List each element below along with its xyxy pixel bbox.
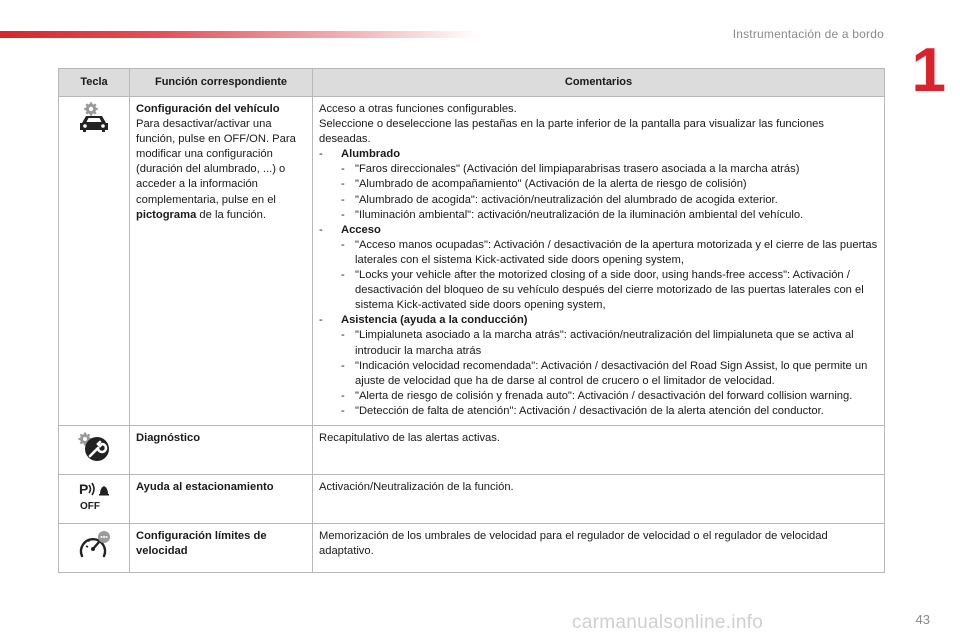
table-header-row [59, 69, 885, 97]
section-title: Instrumentación de a bordo [732, 27, 884, 41]
comment-cell [313, 524, 885, 573]
group-title: Acceso [341, 223, 381, 236]
comment-cell [313, 97, 885, 426]
list-item: - "Acceso manos ocupadas": Activación / desactivación de la apertura motorizada y el cierre de las puertas laterales con el sistema Kick-activated side doors opening system, [341, 238, 878, 268]
function-text-bold: pictograma [136, 208, 197, 221]
function-description [136, 117, 306, 223]
list-item: - "Alerta de riesgo de colisión y frenada auto": Activación / desactivación del forward collision warning. [341, 389, 878, 404]
column-header-key: Tecla [59, 69, 130, 97]
list-item: - "Detección de falta de atención": Activación / desactivación de la alerta atención del conductor. [341, 404, 878, 419]
function-cell [130, 425, 313, 474]
group-title: Alumbrado [341, 148, 401, 161]
sub-list [341, 162, 878, 222]
sub-list [341, 328, 878, 419]
header-accent-stripe [0, 31, 480, 38]
svg-text:P: P [79, 481, 89, 498]
function-text-end: de la función. [196, 208, 266, 221]
group-title: Asistencia (ayuda a la conducción) [341, 314, 528, 327]
list-item: - "Locks your vehicle after the motorized closing of a side door, using hands-free access": Activación / desactivación del bloqueo de su vehículo después del cierre motorizado de las puertas laterales con el sistema Kick-activated side doors opening system, [341, 268, 878, 313]
watermark: carmanualsonline.info [572, 612, 764, 633]
settings-group-list [319, 147, 878, 419]
diagnostic-wrench-icon [74, 431, 114, 463]
function-text: Para desactivar/activar una función, pulse en OFF/ON. Para modificar una configuración (duración del alumbrado, ...) o acceder a la información complementaria, pulse en el [136, 118, 296, 206]
key-cell [59, 425, 130, 474]
function-cell [130, 97, 313, 426]
function-title: Configuración del vehículo [136, 103, 280, 115]
parking-off-label: OFF [80, 501, 100, 513]
list-item: - "Alumbrado de acogida": activación/neutralización del alumbrado de acogida exterior. [341, 193, 878, 208]
function-title: Ayuda al estacionamiento [136, 481, 274, 494]
list-item: - "Indicación velocidad recomendada": Activación / desactivación del Road Sign Assist, lo que permite un ajuste de velocidad que ha de darse al control de crucero o el limitador de velocidad. [341, 359, 878, 389]
comment-text: Memorización de los umbrales de velocidad para el regulador de velocidad o el regulador de velocidad adaptativo. [319, 530, 828, 558]
table-row [59, 524, 885, 573]
comment-intro-2: Seleccione o deseleccione las pestañas en la parte inferior de la pantalla para visualizar las funciones deseadas. [319, 118, 824, 146]
function-title: Diagnóstico [136, 431, 201, 444]
list-item: - "Limpialuneta asociado a la marcha atrás": activación/neutralización del limpialuneta que se activa al introducir la marcha atrás [341, 328, 878, 358]
function-cell [130, 524, 313, 573]
group-item [319, 147, 878, 222]
group-item [319, 313, 878, 419]
list-item: - "Iluminación ambiental": activación/neutralización de la iluminación ambiental del vehículo. [341, 208, 878, 223]
table-row [59, 97, 885, 426]
speed-limits-icon [74, 529, 114, 561]
list-item: - "Faros direccionales" (Activación del limpiaparabrisas trasero asociada a la marcha atrás) [341, 162, 878, 177]
comment-text: Activación/Neutralización de la función. [319, 481, 514, 494]
comment-cell [313, 475, 885, 524]
list-item: - "Alumbrado de acompañamiento" (Activación de la alerta de riesgo de colisión) [341, 177, 878, 192]
comment-intro: Acceso a otras funciones configurables. [319, 103, 517, 115]
car-settings-icon [74, 102, 114, 134]
comment-cell [313, 425, 885, 474]
key-cell [59, 524, 130, 573]
page-number: 43 [915, 612, 930, 627]
key-cell [59, 97, 130, 426]
group-item [319, 223, 878, 314]
function-cell [130, 475, 313, 524]
parking-sensor-off-icon [74, 480, 114, 512]
column-header-function: Función correspondiente [130, 69, 313, 97]
chapter-number: 1 [911, 36, 946, 105]
controls-table [58, 68, 885, 573]
table-row [59, 425, 885, 474]
table-row [59, 475, 885, 524]
function-title: Configuración límites de velocidad [136, 530, 267, 558]
column-header-comments: Comentarios [313, 69, 885, 97]
comment-text: Recapitulativo de las alertas activas. [319, 431, 500, 444]
key-cell [59, 475, 130, 524]
sub-list [341, 238, 878, 313]
